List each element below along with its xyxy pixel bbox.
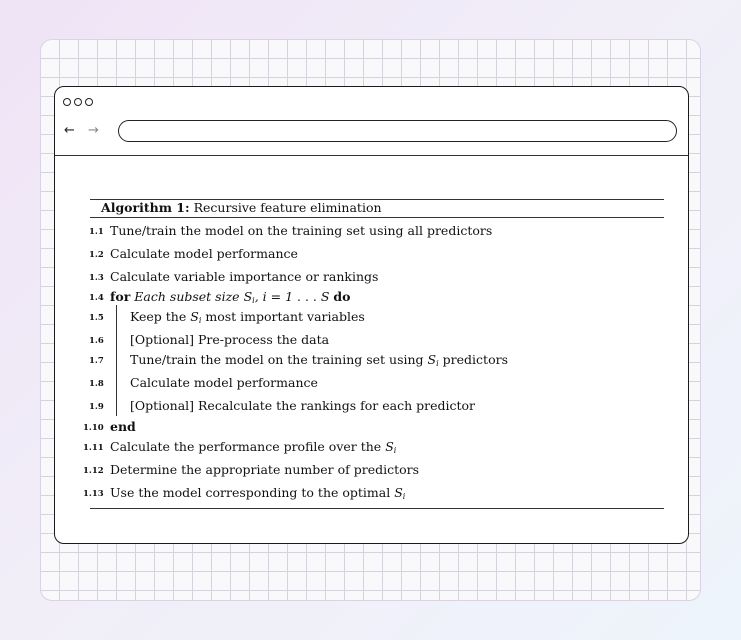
loop-indent-bar bbox=[116, 305, 117, 416]
variable-subscript: i bbox=[402, 492, 406, 501]
algorithm-header-rule bbox=[90, 217, 664, 218]
variable-subscript: i bbox=[393, 446, 397, 455]
line-number: 1.2 bbox=[89, 250, 104, 260]
line-number: 1.13 bbox=[83, 489, 104, 499]
variable-s: S bbox=[243, 289, 253, 304]
line-number: 1.12 bbox=[83, 466, 104, 476]
line-number: 1.4 bbox=[89, 293, 104, 303]
algorithm-line: [Optional] Recalculate the rankings for each predictor bbox=[130, 398, 475, 413]
line-number: 1.5 bbox=[89, 313, 104, 323]
algorithm-block bbox=[55, 87, 688, 543]
algorithm-line: Calculate model performance bbox=[110, 246, 298, 261]
algorithm-line: [Optional] Pre-process the data bbox=[130, 332, 330, 347]
algorithm-line bbox=[110, 485, 405, 505]
variable-s: S bbox=[394, 485, 403, 500]
keyword-for: for bbox=[110, 289, 131, 304]
line-number: 1.10 bbox=[83, 423, 104, 433]
forward-arrow-icon[interactable]: → bbox=[88, 123, 99, 138]
line-text-pre: Keep the bbox=[130, 309, 187, 324]
line-number: 1.3 bbox=[89, 273, 104, 283]
line-number: 1.7 bbox=[89, 356, 104, 366]
for-description: Each subset size bbox=[134, 289, 240, 304]
browser-window bbox=[54, 86, 689, 544]
variable-s: S bbox=[190, 309, 199, 324]
algorithm-title: Recursive feature elimination bbox=[193, 200, 382, 215]
algorithm-line-for bbox=[110, 289, 350, 309]
algorithm-line bbox=[110, 439, 396, 459]
line-text-pre: Tune/train the model on the training set using bbox=[130, 352, 424, 367]
line-number: 1.9 bbox=[89, 402, 104, 412]
line-text-post: most important variables bbox=[205, 309, 365, 324]
algorithm-line: Determine the appropriate number of predictors bbox=[110, 462, 420, 477]
algorithm-line bbox=[130, 352, 508, 372]
variable-s: S bbox=[427, 352, 437, 367]
variable-s: S bbox=[385, 439, 394, 454]
line-text-pre: Calculate the performance profile over the bbox=[110, 439, 382, 454]
line-text-pre: Use the model corresponding to the optimal bbox=[110, 485, 391, 500]
algorithm-line bbox=[130, 309, 365, 329]
algorithm-bottom-rule bbox=[90, 508, 664, 509]
algorithm-line: Calculate variable importance or rankings bbox=[110, 269, 379, 284]
algorithm-caption bbox=[101, 199, 382, 217]
algorithm-line: Calculate model performance bbox=[130, 375, 318, 390]
line-number: 1.1 bbox=[89, 227, 104, 237]
algorithm-line: Tune/train the model on the training set using all predictors bbox=[110, 223, 493, 238]
line-text-post: predictors bbox=[442, 352, 508, 367]
line-number: 1.11 bbox=[83, 443, 104, 453]
variable-subscript: i bbox=[436, 359, 439, 368]
keyword-end: end bbox=[110, 419, 136, 434]
variable-subscript: i bbox=[252, 296, 255, 305]
keyword-do: do bbox=[333, 289, 351, 304]
variable-subscript: i bbox=[198, 316, 202, 325]
line-number: 1.8 bbox=[89, 379, 104, 389]
algorithm-label: Algorithm 1: bbox=[101, 200, 190, 215]
back-arrow-icon[interactable]: ← bbox=[64, 123, 75, 138]
loop-range: , i = 1 . . . S bbox=[254, 289, 330, 304]
line-number: 1.6 bbox=[89, 336, 104, 346]
